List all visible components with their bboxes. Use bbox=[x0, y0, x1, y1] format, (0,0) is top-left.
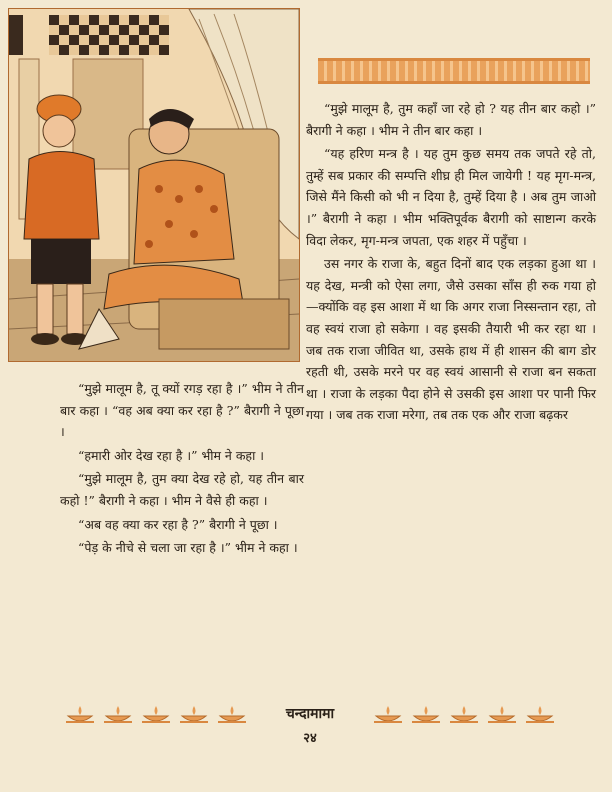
footer-lamp-ornament-left bbox=[64, 702, 248, 724]
lamp-icon bbox=[524, 704, 556, 724]
lamp-icon bbox=[140, 704, 172, 724]
paragraph: “मुझे मालूम है, तुम क्या देख रहे हो, यह तीन बार कहो !” बैरागी ने कहा । भीम ने वैसे ही कहा । bbox=[60, 471, 304, 508]
lamp-icon bbox=[64, 704, 96, 724]
illustration-drawing bbox=[9, 9, 299, 361]
right-text-column bbox=[306, 98, 596, 428]
lamp-icon bbox=[486, 704, 518, 724]
paragraph: उस नगर के राजा के, बहुत दिनों बाद एक लड़का हुआ था । यह देख, मन्त्री को ऐसा लगा, जैसे उसका साँस ही रुक गया हो—क्योंकि वह इस आशा में था कि अगर राजा निस्सन्तान रहा, तो वह स्वयं राजा हो सकेगा । वह इसकी तैयारी भी कर रहा था । जब तक राजा जीवित था, उसके हाथ में ही शासन की बाग डोर रहती थी, उसके मरने पर वह स्वयं आसानी से राजा बन सकता था । राजा के लड़का पैदा होने से उसकी इस आशा पर पानी फिर गया । जब तक राजा मरेगा, तब तक एक और राजा बढ़कर bbox=[306, 256, 596, 423]
left-text-column bbox=[60, 378, 304, 561]
decorative-border-band bbox=[318, 58, 590, 84]
magazine-title: चन्दामामा bbox=[285, 706, 335, 722]
paragraph: “पेड़ के नीचे से चला जा रहा है ।” भीम ने कहा । bbox=[78, 540, 298, 556]
paragraph: “अब वह क्या कर रहा है ?” बैरागी ने पूछा । bbox=[78, 516, 278, 532]
story-illustration bbox=[8, 8, 300, 362]
lamp-icon bbox=[178, 704, 210, 724]
lamp-icon bbox=[372, 704, 404, 724]
lamp-icon bbox=[448, 704, 480, 724]
page-number: २४ bbox=[303, 731, 317, 746]
footer-lamp-ornament-right bbox=[372, 702, 556, 724]
lamp-icon bbox=[410, 704, 442, 724]
lamp-icon bbox=[216, 704, 248, 724]
paragraph: “मुझे मालूम है, तू क्यों रगड़ रहा है ।” भीम ने तीन बार कहा । “वह अब क्या कर रहा है ?” बैरागी ने पूछा । bbox=[60, 381, 304, 440]
paragraph: “मुझे मालूम है, तुम कहाँ जा रहे हो ? यह तीन बार कहो ।” बैरागी ने कहा । भीम ने तीन बार कहा । bbox=[306, 101, 596, 138]
paragraph: “यह हरिण मन्त्र है । यह तुम कुछ समय तक जपते रहे तो, तुम्हें सब प्रकार की सम्पत्ति शीघ्र ही मिल जायेगी ! यह मृग-मन्त्र, जिसे मैंने किसी को भी न दिया है, तुम्हें दिया है । अब तुम जाओ ।” बैरागी ने कहा । भीम भक्तिपूर्वक बैरागी को साष्टान्ग करके विदा लेकर, मृग-मन्त्र जपता, एक शहर में पहुँचा । bbox=[306, 146, 596, 248]
lamp-icon bbox=[102, 704, 134, 724]
paragraph: “हमारी ओर देख रहा है ।” भीम ने कहा । bbox=[78, 447, 265, 463]
